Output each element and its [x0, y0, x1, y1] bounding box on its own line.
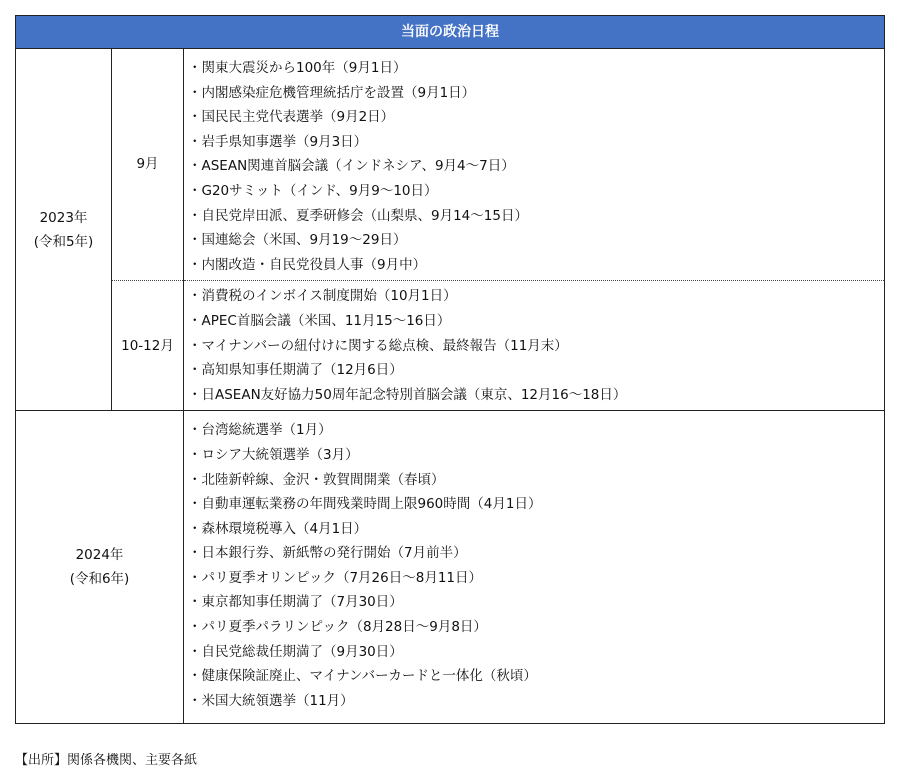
items-cell-2024 — [184, 411, 885, 724]
era-label: (令和5年) — [33, 233, 94, 250]
list-item: ・マイナンバーの紐付けに関する総点検、最終報告（11月末） — [188, 337, 568, 354]
list-item: ・関東大震災から100年（9月1日） — [188, 60, 407, 76]
list-item: ・ASEAN関連首脳会議（インドネシア、9月4～7日） — [188, 158, 515, 175]
list-item: ・自民党岸田派、夏季研修会（山梨県、9月14～15日） — [188, 207, 528, 224]
list-item: ・消費税のインボイス制度開始（10月1日） — [188, 288, 457, 305]
period-label-oct-dec: 10-12月 — [112, 281, 184, 411]
items-cell-2023-oct-dec — [184, 281, 885, 411]
era-label: (令和6年) — [69, 571, 130, 588]
period-label-sep: 9月 — [112, 49, 184, 281]
list-item: ・国民民主党代表選挙（9月2日） — [188, 109, 395, 126]
list-item: ・APEC首脳会議（米国、11月15～16日） — [188, 312, 451, 329]
row-2023-sep — [16, 49, 885, 281]
list-item: ・パリ夏季オリンピック（7月26日～8月11日） — [188, 569, 482, 586]
year-label: 2024年 — [75, 547, 124, 564]
list-item: ・岩手県知事選挙（9月3日） — [188, 133, 368, 150]
list-item: ・北陸新幹線、金沢・敦賀間開業（春頃） — [188, 471, 445, 488]
schedule-table — [15, 15, 885, 724]
list-item: ・健康保険証廃止、マイナンバーカードと一体化（秋頃） — [188, 668, 537, 685]
list-item: ・森林環境税導入（4月1日） — [188, 520, 368, 537]
list-item: ・東京都知事任期満了（7月30日） — [188, 594, 403, 611]
year-label: 2023年 — [39, 209, 88, 226]
list-item: ・高知県知事任期満了（12月6日） — [188, 362, 403, 379]
list-item: ・国連総会（米国、9月19～29日） — [188, 232, 407, 249]
row-2023-oct-dec — [16, 281, 885, 411]
list-item: ・日ASEAN友好協力50周年記念特別首脳会議（東京、12月16～18日） — [188, 386, 627, 403]
list-item: ・台湾総統選挙（1月） — [188, 422, 332, 439]
row-2024 — [16, 411, 885, 724]
list-item: ・自動車運転業務の年間残業時間上限960時間（4月1日） — [188, 496, 542, 513]
list-item: ・パリ夏季パラリンピック（8月28日～9月8日） — [188, 619, 487, 636]
list-item: ・ロシア大統領選挙（3月） — [188, 446, 359, 463]
list-item: ・内閣改造・自民党役員人事（9月中） — [188, 256, 427, 273]
list-item: ・米国大統領選挙（11月） — [188, 692, 354, 709]
year-cell-2024 — [16, 411, 184, 724]
list-item: ・G20サミット（インド、9月9～10日） — [188, 182, 438, 199]
year-cell-2023 — [16, 49, 112, 411]
list-item: ・内閣感染症危機管理統括庁を設置（9月1日） — [188, 84, 476, 101]
source-note: 【出所】関係各機関、主要各紙 — [15, 753, 198, 768]
list-item: ・日本銀行券、新紙幣の発行開始（7月前半） — [188, 545, 467, 562]
list-item: ・自民党総裁任期満了（9月30日） — [188, 643, 403, 660]
title-row — [16, 16, 885, 49]
items-cell-2023-sep — [184, 49, 885, 281]
table-title: 当面の政治日程 — [16, 16, 885, 49]
